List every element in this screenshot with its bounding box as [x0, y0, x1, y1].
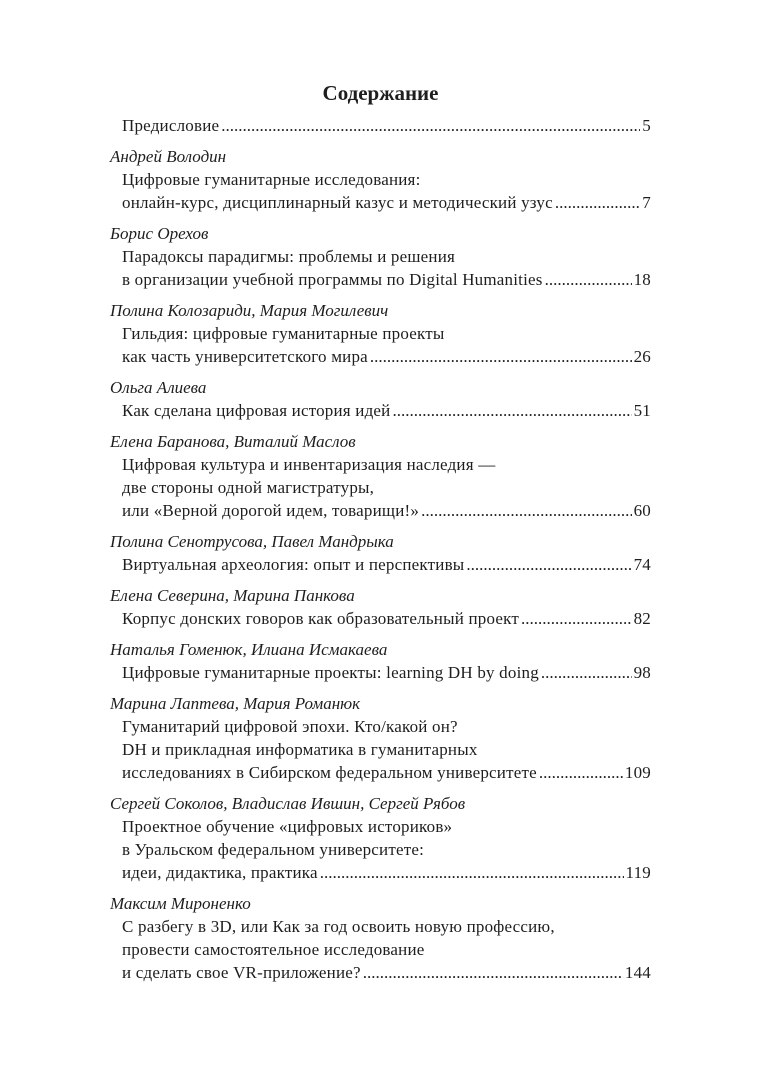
toc-entry [110, 299, 651, 368]
dot-leader [320, 861, 624, 884]
toc-entry [110, 145, 651, 214]
dot-leader [392, 399, 631, 422]
toc-entry-title-line: Гильдия: цифровые гуманитарные проекты [122, 324, 445, 343]
page-number: 109 [624, 763, 651, 782]
toc-entry-author: Полина Колозариди, Мария Могилевич [110, 301, 389, 320]
page-number: 26 [633, 347, 651, 366]
page-number: 144 [624, 963, 651, 982]
toc-entry-author: Андрей Володин [110, 147, 227, 166]
toc-entry-author: Сергей Соколов, Владислав Ившин, Сергей Рябов [110, 794, 466, 813]
toc-entry [110, 792, 651, 884]
toc-entry [110, 692, 651, 784]
toc-entry-title-line: Проектное обучение «цифровых историков» [122, 817, 453, 836]
dot-leader [541, 661, 632, 684]
toc-entry-author: Марина Лаптева, Мария Романюк [110, 694, 361, 713]
toc-entry-title-line: две стороны одной магистратуры, [122, 478, 375, 497]
toc-entry-author: Елена Баранова, Виталий Маслов [110, 432, 356, 451]
toc-entry-title-line: Корпус донских говоров как образовательный проект [122, 609, 519, 628]
toc-entry-title-block [110, 915, 651, 984]
toc-line [122, 661, 651, 684]
toc-entry-title-line: С разбегу в 3D, или Как за год освоить новую профессию, [122, 917, 555, 936]
page-number: 60 [633, 501, 651, 520]
toc-entry-title-line: Цифровые гуманитарные исследования: [122, 170, 421, 189]
toc-line [122, 961, 651, 984]
toc-entries [110, 145, 651, 984]
toc-line [122, 345, 651, 368]
dot-leader [363, 961, 623, 984]
toc-entry-title-line: Виртуальная археология: опыт и перспективы [122, 555, 465, 574]
toc-entry-title-block [110, 661, 651, 684]
toc-line [122, 761, 651, 784]
dot-leader [370, 345, 632, 368]
toc-entry [110, 222, 651, 291]
toc-line [122, 191, 651, 214]
toc-entry-author: Максим Мироненко [110, 894, 251, 913]
toc-entry-author: Ольга Алиева [110, 378, 207, 397]
toc-entry-author: Полина Сенотрусова, Павел Мандрыка [110, 532, 394, 551]
page-number: 82 [633, 609, 651, 628]
dot-leader [555, 191, 640, 214]
toc-entry-title-line: Гуманитарий цифровой эпохи. Кто/какой он? [122, 717, 458, 736]
toc-line [122, 861, 651, 884]
toc-line [122, 268, 651, 291]
toc-entry [110, 376, 651, 422]
toc-entry-title-line: как часть университетского мира [122, 347, 368, 366]
toc-entry-title: Предисловие [122, 116, 220, 135]
page-number: 7 [642, 193, 651, 212]
toc-entry-author: Елена Северина, Марина Панкова [110, 586, 355, 605]
page-number: 98 [633, 663, 651, 682]
page-number: 74 [633, 555, 651, 574]
page-number: 18 [633, 270, 651, 289]
toc-entry-author: Борис Орехов [110, 224, 209, 243]
toc-entry-title-block [110, 322, 651, 368]
toc-entry-title-line: в организации учебной программы по Digital Humanities [122, 270, 543, 289]
toc-line [122, 114, 651, 137]
toc-line [122, 499, 651, 522]
toc-line [122, 553, 651, 576]
toc-entry [110, 892, 651, 984]
dot-leader [521, 607, 632, 630]
toc-entry-title-line: идеи, дидактика, практика [122, 863, 318, 882]
toc-entry-title-block [110, 168, 651, 214]
toc-entry-title-block [110, 715, 651, 784]
page-number: 5 [642, 116, 651, 135]
toc-entry-title-line: Цифровые гуманитарные проекты: learning DH by doing [122, 663, 539, 682]
toc-entry [110, 530, 651, 576]
page-number: 51 [633, 401, 651, 420]
toc-entry-title-line: и сделать свое VR-приложение? [122, 963, 361, 982]
page-title: Содержание [322, 81, 439, 105]
toc-entry-title-block [110, 607, 651, 630]
table-of-contents [110, 114, 651, 992]
toc-entry-title-line: Цифровая культура и инвентаризация наследия — [122, 455, 496, 474]
dot-leader [466, 553, 631, 576]
toc-entry-preface [110, 114, 651, 137]
toc-entry-title-line: Как сделана цифровая история идей [122, 401, 391, 420]
toc-entry-title-line: в Уральском федеральном университете: [122, 840, 425, 859]
toc-entry-title-block [110, 815, 651, 884]
page-number: 119 [625, 863, 651, 882]
toc-entry-title-line: онлайн-курс, дисциплинарный казус и методический узус [122, 193, 553, 212]
toc-entry-author: Наталья Гоменюк, Илиана Исмакаева [110, 640, 388, 659]
toc-entry-title-line: провести самостоятельное исследование [122, 940, 425, 959]
toc-entry [110, 638, 651, 684]
toc-line [122, 399, 651, 422]
toc-entry-title-block [110, 553, 651, 576]
toc-entry-title-block [110, 245, 651, 291]
dot-leader [539, 761, 623, 784]
dot-leader [421, 499, 632, 522]
toc-entry [110, 430, 651, 522]
dot-leader [221, 114, 640, 137]
toc-entry-title-line: Парадоксы парадигмы: проблемы и решения [122, 247, 456, 266]
toc-line [122, 607, 651, 630]
toc-entry-title-block [110, 399, 651, 422]
toc-entry-title-line: или «Верной дорогой идем, товарищи!» [122, 501, 420, 520]
toc-entry-title-block [110, 453, 651, 522]
toc-entry [110, 584, 651, 630]
toc-entry-title-line: исследованиях в Сибирском федеральном университете [122, 763, 537, 782]
toc-entry-title-line: DH и прикладная информатика в гуманитарных [122, 740, 478, 759]
dot-leader [545, 268, 632, 291]
